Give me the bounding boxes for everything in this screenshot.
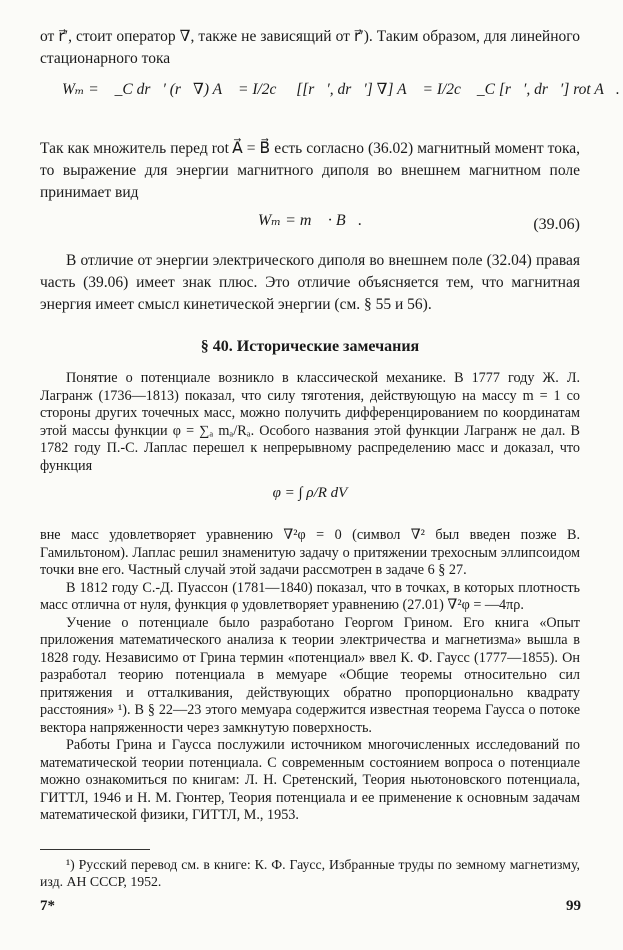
formula-wm-line-integral: Wₘ = ∮_C dr⃗′ (r⃗∇) A⃗ = I/2c ∮ [[r⃗′, dr⃗′] ∇] A⃗ = I/2c ∮_C [r⃗′, dr⃗′] rot A⃗.: [62, 81, 620, 98]
section-heading: § 40. Исторические замечания: [200, 338, 420, 355]
paragraph-green-gauss: Учение о потенциале было разработано Георгом Грином. Его книга «Опыт приложения математического анализа к теории электричества и магнетизма» вышла в 1828 году. Независимо от Грина термин «потенциал» ввел К. Ф. Гаусс (1777—1855). Он разработал теорию потенциала в мемуаре «Общие теоремы относительно сил притяжения и отталкивания, действующих обратно пропорционально квадрату расстояния» ¹). В § 22—23 этого мемуара содержится известная теорема Гаусса о потоке вектора напряженности через замкнутую поверхность.: [40, 614, 580, 736]
formula-phi-integral: φ = ∫ ρ/R dV: [272, 485, 348, 501]
formula-39-06-body: Wₘ = m⃗ · B⃗.: [257, 212, 363, 229]
paragraph-laplace: вне масс удовлетворяет уравнению ∇²φ = 0 (символ ∇² был введен позже В. Гамильтоном). Лаплас решил знаменитую задачу о притяжении трехосным эллипсоидом точки вне его. Частный случай этой задачи рассмотрен в задаче 6 § 27.: [40, 527, 580, 578]
paragraph-literature: Работы Грина и Гаусса послужили источником многочисленных исследований по математической теории потенциала. С современным состоянием вопроса о потенциале можно ознакомиться по книгам: Л. Н. Сретенский, Теория ньютоновского потенциала, ГИТТЛ, 1946 и Н. М. Гюнтер, Теория потенциала и ее применение к основным задачам математической физики, ГИТТЛ, М., 1953.: [40, 737, 580, 823]
paragraph-intro: от r⃗′, стоит оператор ∇, также не зависящий от r⃗′). Таким образом, для линейного стационарного тока: [40, 28, 580, 67]
formula-39-06: [40, 210, 580, 240]
footnote-divider: [40, 849, 150, 850]
page-number: 99: [566, 898, 581, 914]
footnote: ¹) Русский перевод см. в книге: К. Ф. Гаусс, Избранные труды по земному магнетизму, изд. АН СССР, 1952.: [40, 856, 580, 889]
page-body: [40, 26, 620, 890]
paragraph-lagrange: Понятие о потенциале возникло в классической механике. В 1777 году Ж. Л. Лагранж (1736—1813) показал, что силу тяготения, действующую на массу m = 1 со стороны других точечных масс, можно получить дифференцированием по координатам этой массы функции φ = ∑ₐ mₐ/Rₐ. Особого названия этой функции Лагранж не дал. В 1782 году П.-С. Лаплас перешел к непрерывному распределению масс и доказал, что функция: [40, 370, 580, 474]
paragraph-poisson: В 1812 году С.-Д. Пуассон (1781—1840) показал, что в точках, в которых плотность масс отлична от нуля, функция φ удовлетворяет уравнению (27.01) ∇²φ = —4πρ.: [40, 579, 580, 613]
paragraph-electric-dipole: В отличие от энергии электрического диполя во внешнем поле (32.04) правая часть (39.06) имеет знак плюс. Это отличие объясняется тем, что магнитная энергия имеет смысл кинетической энергии (см. § 55 и 56).: [40, 252, 580, 313]
equation-number: (39.06): [533, 216, 580, 233]
signature-mark: 7*: [40, 898, 55, 914]
paragraph-magnetic-moment: Так как множитель перед rot A⃗ = B⃗ есть согласно (36.02) магнитный момент тока, то выражение для энергии магнитного диполя во внешнем магнитном поле принимает вид: [40, 140, 580, 201]
